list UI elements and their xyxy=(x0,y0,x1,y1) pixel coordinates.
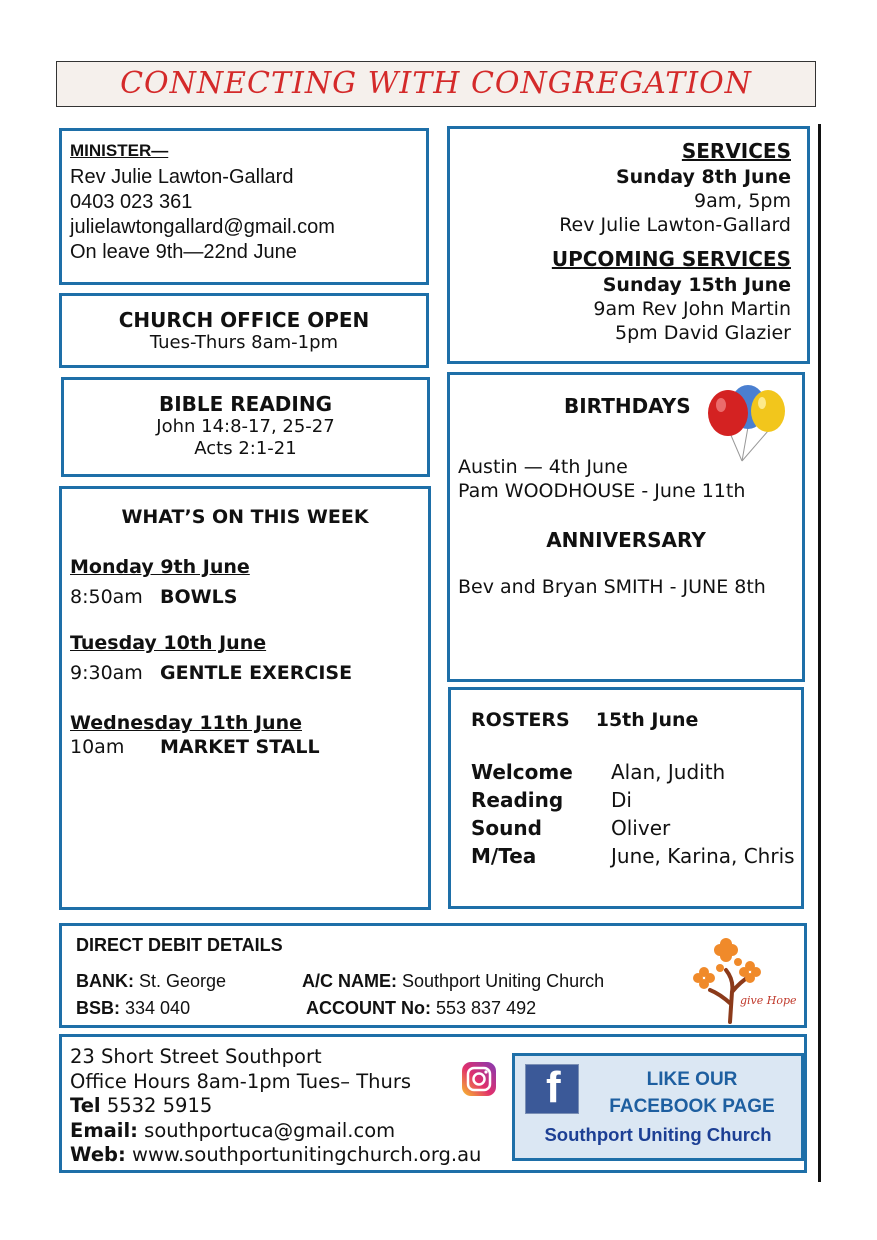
account-name-value: Southport Uniting Church xyxy=(402,971,605,991)
tel-label: Tel xyxy=(70,1094,101,1117)
office-panel xyxy=(59,293,429,368)
roster-row xyxy=(471,758,801,786)
office-hours-line: Office Hours 8am-1pm Tues– Thurs xyxy=(70,1069,412,1093)
upcoming-service-line: 9am Rev John Martin xyxy=(593,298,791,320)
services-date: Sunday 8th June xyxy=(615,166,791,188)
upcoming-services-heading: UPCOMING SERVICES xyxy=(551,247,791,271)
bsb-label: BSB: xyxy=(76,998,120,1018)
facebook-page-name[interactable]: Southport Uniting Church xyxy=(544,1124,772,1145)
facebook-like-line: FACEBOOK PAGE xyxy=(609,1096,775,1117)
whats-on-heading: WHAT’S ON THIS WEEK xyxy=(121,506,369,528)
bible-reading-line: John 14:8-17, 25-27 xyxy=(156,416,335,437)
event-day: Monday 9th June xyxy=(70,556,250,578)
minister-leave: On leave 9th—22nd June xyxy=(70,241,297,263)
services-heading: SERVICES xyxy=(681,139,791,163)
bible-reading-heading: BIBLE READING xyxy=(158,392,333,416)
bank-label: BANK: xyxy=(76,971,134,991)
account-number-value: 553 837 492 xyxy=(436,998,537,1018)
tel-value[interactable]: 5532 5915 xyxy=(106,1094,213,1117)
email-label: Email: xyxy=(70,1118,138,1142)
roster-names: Alan, Judith xyxy=(611,760,726,784)
rosters-date: 15th June xyxy=(595,709,699,731)
rosters-panel xyxy=(448,687,804,909)
email-link[interactable]: southportuca@gmail.com xyxy=(144,1118,396,1142)
services-minister: Rev Julie Lawton-Gallard xyxy=(559,214,791,236)
upcoming-services-date: Sunday 15th June xyxy=(602,274,791,296)
give-hope-logo xyxy=(680,932,797,1024)
roster-row xyxy=(471,814,801,842)
bsb-value: 334 040 xyxy=(125,998,191,1018)
instagram-icon[interactable] xyxy=(461,1061,497,1097)
direct-debit-heading: DIRECT DEBIT DETAILS xyxy=(76,935,283,955)
whats-on-panel xyxy=(59,486,431,910)
roster-role: Reading xyxy=(471,788,564,812)
roster-names: Oliver xyxy=(611,816,671,840)
facebook-like-text xyxy=(587,1066,797,1120)
vertical-divider xyxy=(818,124,821,1182)
minister-email[interactable]: julielawtongallard@gmail.com xyxy=(70,216,335,238)
minister-heading: MINISTER— xyxy=(70,141,169,160)
birthday-line: Pam WOODHOUSE - June 11th xyxy=(458,480,746,502)
facebook-panel[interactable] xyxy=(512,1053,804,1161)
bank-value: St. George xyxy=(139,971,227,991)
roster-row xyxy=(471,786,801,814)
event-row xyxy=(70,735,428,759)
event-name: BOWLS xyxy=(160,586,238,608)
event-day: Wednesday 11th June xyxy=(70,712,302,734)
birthday-line: Austin — 4th June xyxy=(458,456,628,478)
roster-role: Welcome xyxy=(471,760,573,784)
event-time: 8:50am xyxy=(70,586,143,608)
web-link[interactable]: www.southportunitingchurch.org.au xyxy=(132,1143,482,1166)
web-label: Web: xyxy=(70,1143,126,1166)
event-day: Tuesday 10th June xyxy=(70,632,267,654)
office-heading: CHURCH OFFICE OPEN xyxy=(118,308,370,332)
roster-names: June, Karina, Chris xyxy=(611,844,795,868)
event-row xyxy=(70,661,428,685)
contact-panel xyxy=(59,1034,807,1173)
account-number-label: ACCOUNT No: xyxy=(306,998,431,1018)
event-time: 9:30am xyxy=(70,662,143,684)
direct-debit-panel xyxy=(59,923,807,1028)
anniversary-heading: ANNIVERSARY xyxy=(546,528,706,552)
svg-text:give Hope: give Hope xyxy=(740,994,797,1007)
address: 23 Short Street Southport xyxy=(70,1045,322,1068)
page-title: CONNECTING WITH CONGREGATION xyxy=(120,66,752,101)
roster-names: Di xyxy=(611,788,632,812)
minister-name: Rev Julie Lawton-Gallard xyxy=(70,166,294,188)
services-times: 9am, 5pm xyxy=(694,190,791,212)
services-panel xyxy=(447,126,810,364)
birthdays-panel xyxy=(447,372,805,682)
office-hours: Tues-Thurs 8am-1pm xyxy=(149,332,339,353)
roster-row xyxy=(471,842,801,870)
balloons-icon xyxy=(704,383,788,463)
facebook-icon[interactable]: f xyxy=(525,1064,579,1114)
bible-reading-panel xyxy=(61,377,430,477)
birthdays-heading: BIRTHDAYS xyxy=(564,394,691,418)
event-name: GENTLE EXERCISE xyxy=(160,662,353,684)
upcoming-service-line: 5pm David Glazier xyxy=(615,322,791,344)
page-title-banner xyxy=(56,61,816,107)
roster-role: M/Tea xyxy=(471,844,537,868)
facebook-like-line: LIKE OUR xyxy=(646,1069,738,1090)
rosters-heading: ROSTERS xyxy=(471,709,570,731)
minister-panel xyxy=(59,128,429,285)
minister-phone[interactable]: 0403 023 361 xyxy=(70,191,193,213)
bible-reading-line: Acts 2:1-21 xyxy=(194,438,297,459)
event-name: MARKET STALL xyxy=(160,736,320,758)
anniversary-line: Bev and Bryan SMITH - JUNE 8th xyxy=(458,576,766,598)
account-name-label: A/C NAME: xyxy=(302,971,397,991)
event-row xyxy=(70,585,428,609)
roster-role: Sound xyxy=(471,816,542,840)
event-time: 10am xyxy=(70,736,125,758)
rosters-heading-row xyxy=(471,708,801,732)
